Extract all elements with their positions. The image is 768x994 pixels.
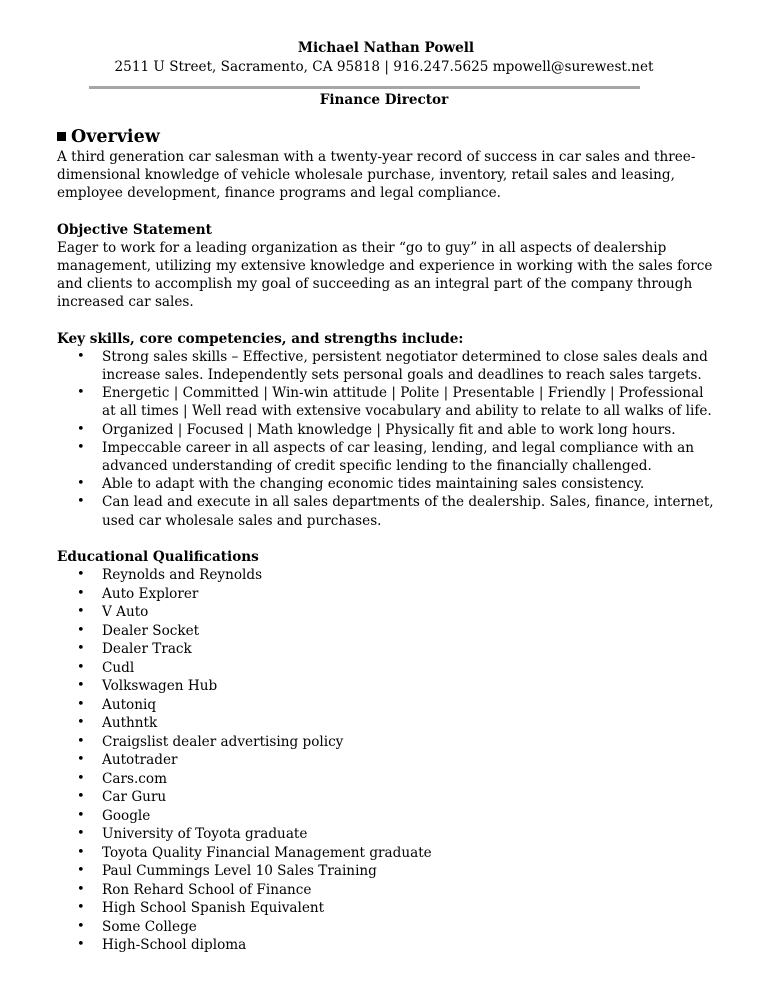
list-item: • Autoniq [77, 696, 157, 713]
bullet-icon: • [77, 863, 85, 879]
list-item: • Reynolds and Reynolds [77, 567, 263, 584]
overview-heading [57, 127, 717, 148]
objective-heading: Objective Statement [57, 221, 212, 238]
list-item: • University of Toyota graduate [77, 826, 308, 843]
education-list [57, 566, 717, 955]
list-item: • Authntk [77, 715, 158, 732]
bullet-icon: • [77, 844, 85, 860]
bullet-icon: • [77, 733, 85, 749]
list-item: • V Auto [77, 604, 149, 621]
list-item: • Energetic | Committed | Win-win attitude | Polite | Presentable | Friendly | Professional at all times | Well read with extensive vocabulary and ability to relate to all walks of life. [77, 385, 712, 420]
header-divider [89, 86, 640, 89]
skills-list [57, 348, 717, 530]
list-item: • Toyota Quality Financial Management graduate [77, 844, 432, 861]
list-item: • Can lead and execute in all sales departments of the dealership. Sales, finance, internet, used car wholesale sales and purchases. [77, 494, 714, 529]
list-item: • Able to adapt with the changing economic tides maintaining sales consistency. [77, 476, 645, 493]
list-item: • Car Guru [77, 789, 167, 806]
list-item: • Google [77, 807, 151, 824]
overview-heading-text: Overview [71, 127, 160, 147]
bullet-icon: • [77, 622, 85, 638]
list-item: • Cars.com [77, 770, 167, 787]
bullet-icon: • [77, 439, 85, 455]
bullet-icon: • [77, 696, 85, 712]
overview-text: A third generation car salesman with a twenty-year record of success in car sales and three-dimensional knowledge of vehicle wholesale purchase, inventory, retail sales and leasing, employee development, finance programs and legal compliance. [57, 149, 696, 202]
list-item: • Dealer Socket [77, 622, 200, 639]
list-item: • Auto Explorer [77, 585, 199, 602]
bullet-icon: • [77, 937, 85, 953]
bullet-icon: • [77, 659, 85, 675]
bullet-icon: • [77, 348, 85, 364]
bullet-icon: • [77, 789, 85, 805]
list-item: • Volkswagen Hub [77, 678, 218, 695]
bullet-icon: • [77, 641, 85, 657]
bullet-icon: • [77, 715, 85, 731]
square-bullet-icon [57, 132, 66, 141]
skills-heading: Key skills, core competencies, and strengths include: [57, 330, 464, 347]
bullet-icon: • [77, 604, 85, 620]
list-item: • Dealer Track [77, 641, 192, 658]
bullet-icon: • [77, 900, 85, 916]
bullet-icon: • [77, 807, 85, 823]
bullet-icon: • [77, 421, 85, 437]
bullet-icon: • [77, 585, 85, 601]
resume-header [0, 40, 768, 76]
bullet-icon: • [77, 567, 85, 583]
list-item: • Organized | Focused | Math knowledge | Physically fit and able to work long hours. [77, 421, 676, 438]
contact-line: 2511 U Street, Sacramento, CA 95818 | 916.247.5625 mpowell@surewest.net [114, 59, 654, 75]
list-item: • Autotrader [77, 752, 178, 769]
candidate-name: Michael Nathan Powell [297, 40, 475, 56]
objective-text: Eager to work for a leading organization as their “go to guy” in all aspects of dealership management, utilizing my extensive knowledge and experience in working with the sales force and clients to accomplish my goal of succeeding as an integral part of the company through increased car sales. [57, 239, 713, 311]
job-title: Finance Director [319, 92, 449, 108]
bullet-icon: • [77, 678, 85, 694]
list-item: • Craigslist dealer advertising policy [77, 733, 344, 750]
resume-body [57, 127, 717, 955]
list-item: • Ron Rehard School of Finance [77, 881, 312, 898]
list-item: • Strong sales skills – Effective, persistent negotiator determined to close sales deals and increase sales. Independently sets personal goals and deadlines to reach sales targets. [77, 348, 708, 384]
bullet-icon: • [77, 385, 85, 401]
bullet-icon: • [77, 494, 85, 510]
list-item: • Paul Cummings Level 10 Sales Training [77, 863, 377, 880]
bullet-icon: • [77, 918, 85, 934]
list-item: • High School Spanish Equivalent [77, 900, 325, 917]
bullet-icon: • [77, 826, 85, 842]
bullet-icon: • [77, 881, 85, 897]
list-item: • Impeccable career in all aspects of car leasing, lending, and legal compliance with an advanced understanding of credit specific lending to the financially challenged. [77, 439, 694, 475]
list-item: • Some College [77, 918, 197, 935]
list-item: • Cudl [77, 659, 135, 676]
bullet-icon: • [77, 476, 85, 492]
bullet-icon: • [77, 752, 85, 768]
bullet-icon: • [77, 770, 85, 786]
list-item: • High-School diploma [77, 937, 247, 954]
education-heading: Educational Qualifications [57, 548, 259, 565]
